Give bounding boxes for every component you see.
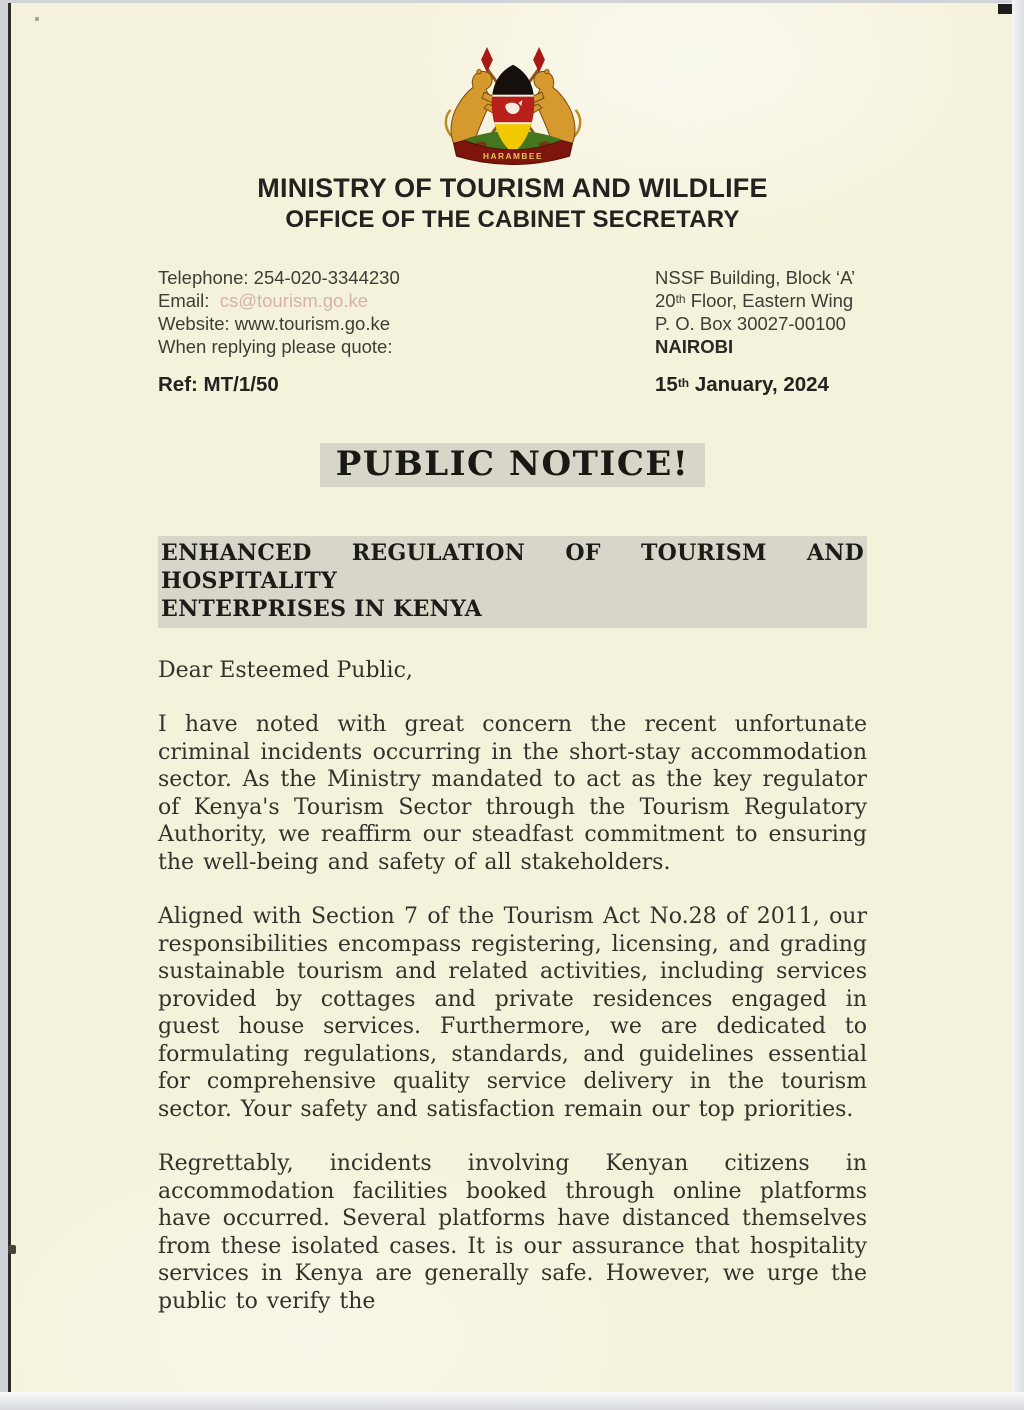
salutation: Dear Esteemed Public, xyxy=(158,658,413,683)
ref-date-row xyxy=(158,373,867,396)
email-label: Email: xyxy=(158,290,210,311)
body-paragraph: I have noted with great concern the recent unfortunate criminal incidents occurring in the short-stay accommodation sector. As the Ministry mandated to act as the key regulator of Kenya's Tourism Sector through the Tourism Regulatory Authority, we reaffirm our steadfast commitment to ensuring the well-being and safety of all stakeholders. xyxy=(158,712,867,875)
notice-title: PUBLIC NOTICE! xyxy=(320,443,705,487)
email-address: cs@tourism.go.ke xyxy=(219,290,369,311)
letter-paper xyxy=(8,3,1012,1392)
letter-date: 15th January, 2024 xyxy=(655,373,829,396)
letterhead xyxy=(158,43,867,233)
subject-heading xyxy=(158,536,867,628)
body-paragraph: Regrettably, incidents involving Kenyan citizens in accommodation facilities booked through online platforms have occurred. Several platforms have distanced themselves from these isolated cases. It is our assurance that hospitality services in Kenya are generally safe. However, we urge the public to verify the xyxy=(158,1151,867,1314)
reference-number: Ref: MT/1/50 xyxy=(158,373,279,396)
scan-margin-bottom xyxy=(0,1392,1024,1410)
address-block xyxy=(655,266,867,358)
notice-title-row xyxy=(158,443,867,487)
website-line: Website: www.tourism.go.ke xyxy=(158,313,391,334)
subject-line: ENTERPRISES IN KENYA xyxy=(161,596,483,622)
address-line: P. O. Box 30027-00100 xyxy=(655,313,846,334)
address-city: NAIROBI xyxy=(655,336,734,357)
email-line xyxy=(158,289,400,312)
contact-block xyxy=(158,266,400,358)
scan-artifact-speck xyxy=(8,1245,16,1254)
quote-note-line: When replying please quote: xyxy=(158,336,393,357)
scan-artifact-speck xyxy=(35,17,39,21)
contact-address-block xyxy=(158,266,867,358)
scan-artifact-corner xyxy=(998,4,1012,14)
scan-margin-right xyxy=(1012,0,1024,1410)
motto-text: HARAMBEE xyxy=(482,151,543,162)
address-line: NSSF Building, Block ‘A’ xyxy=(655,267,856,288)
office-title: OFFICE OF THE CABINET SECRETARY xyxy=(285,206,740,233)
address-line: 20th Floor, Eastern Wing xyxy=(655,290,854,311)
kenya-coat-of-arms-icon xyxy=(427,43,599,169)
body-paragraph: Aligned with Section 7 of the Tourism Act No.28 of 2011, our responsibilities encompass registering, licensing, and grading sustainable tourism and related activities, including services provided by cottages and private residences engaged in guest house services. Furthermore, we are dedicated to formulating regulations, standards, and guidelines essential for comprehensive quality service delivery in the tourism sector. Your safety and satisfaction remain our top priorities. xyxy=(158,904,867,1122)
telephone-line: Telephone: 254-020-3344230 xyxy=(158,267,400,288)
subject-line: ENHANCED REGULATION OF TOURISM AND HOSPITALITY xyxy=(161,540,864,594)
ministry-title: MINISTRY OF TOURISM AND WILDLIFE xyxy=(257,173,768,203)
